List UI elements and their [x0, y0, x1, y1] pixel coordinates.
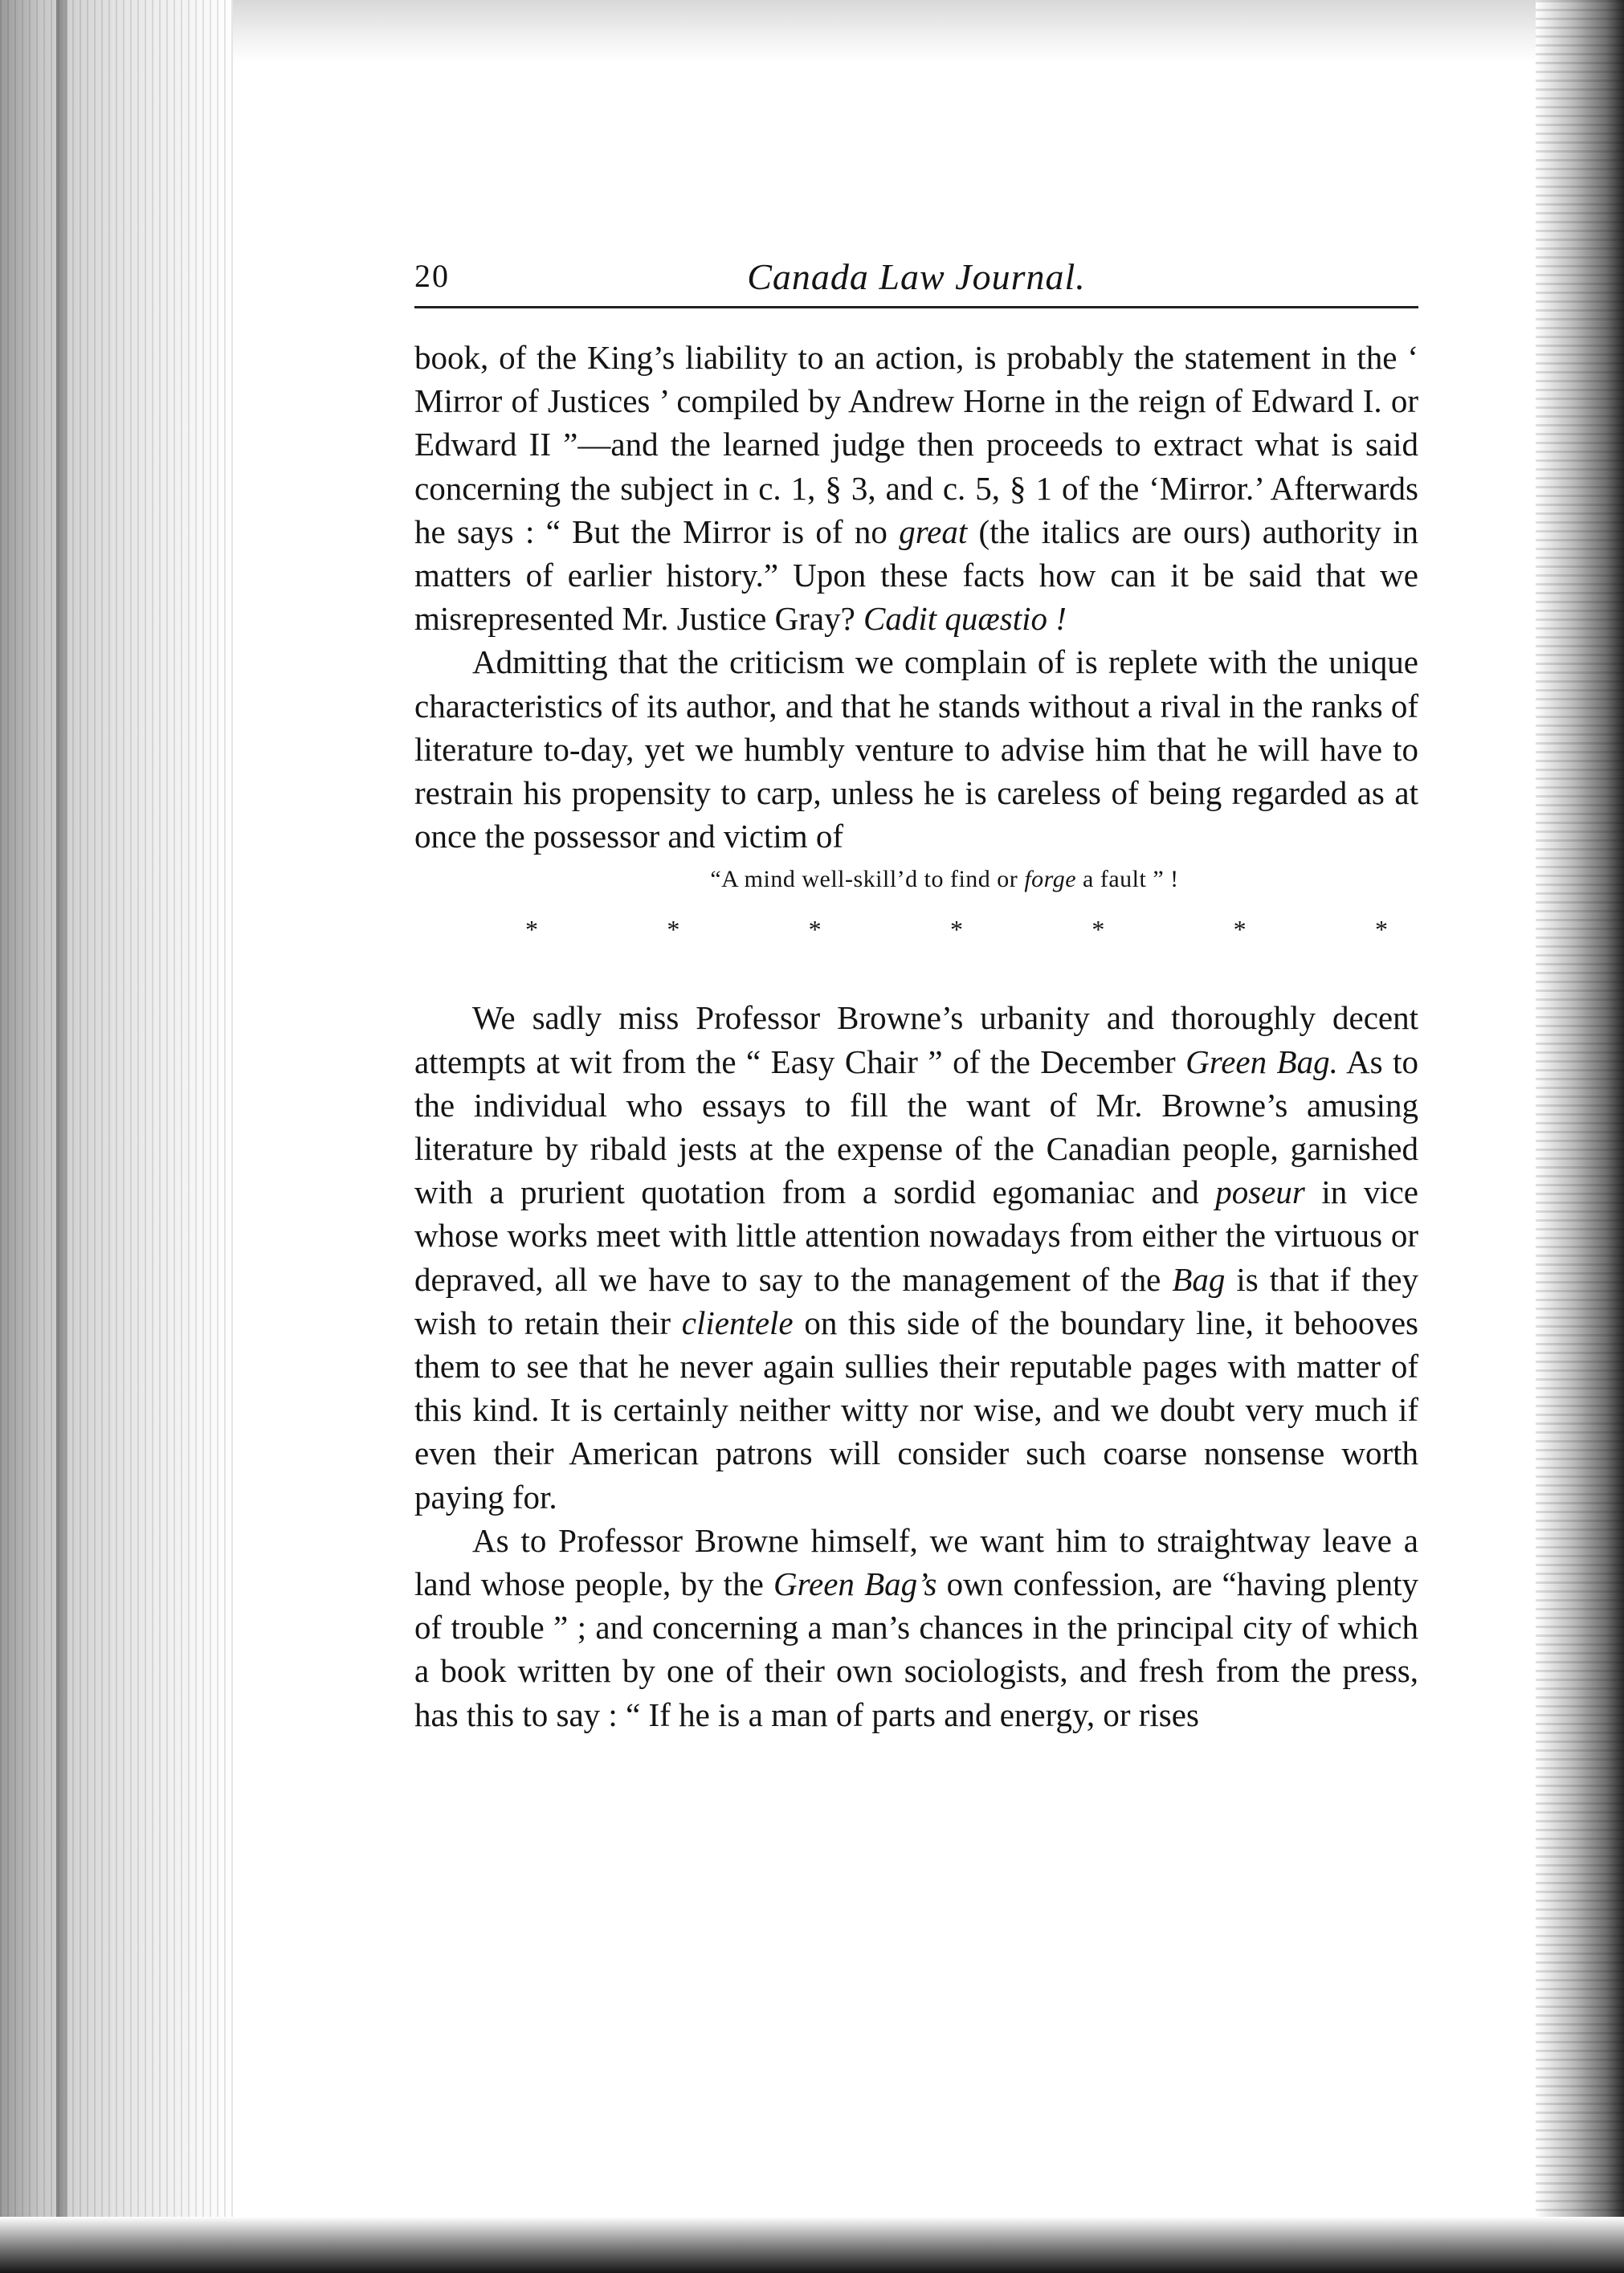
page-number: 20 [414, 258, 450, 294]
paragraph-text: (the italics are ours) authority in matters of earlier history.” Upon these facts how can it be said that we misrepresented Mr. Justice Gray? [414, 512, 1418, 638]
italic-word: great [899, 512, 968, 550]
scan-left-page-stack [0, 0, 233, 2273]
running-head [414, 255, 1418, 304]
latin-phrase: Cadit quæstio ! [863, 600, 1067, 638]
scan-spine-shadow [56, 0, 67, 2273]
paragraph-text: own confession, are “having plenty of trouble ” ; and concerning a man’s chances in the principal city of which a book written by one of their own sociologists, and fresh from the press, has this to say : “ If he is a man of parts and energy, or rises [414, 1565, 1418, 1733]
section-break-asterisks [414, 901, 1418, 957]
scan-top-edge [0, 0, 1624, 63]
quotation-text: a fault ” ! [1076, 866, 1179, 893]
asterisk: * [1374, 915, 1388, 945]
asterisk: * [808, 915, 822, 945]
paragraph-text: book, of the King’s liability to an action, is probably the statement in the ‘ Mirror of Justices ’ compiled by Andrew Horne in the reign of Edward I. or Edward II ”—and the learned judge then proceeds to extract what is said concerning the subject in c. 1, § 3, and c. 5, § 1 of the ‘Mirror.’ Afterwards he says : “ But the Mirror is of no [414, 339, 1418, 550]
paragraph-text: We sadly miss Professor Browne’s urbanity and thoroughly decent attempts at wit from the “ Easy Chair ” of the December [414, 999, 1418, 1080]
italic-word: Bag [1172, 1260, 1226, 1298]
italic-word: forge [1024, 866, 1077, 893]
scan-bottom-edge [0, 2217, 1624, 2273]
paragraph-continued [414, 336, 1418, 640]
italic-title: Green Bag. [1185, 1043, 1338, 1080]
journal-title: Canada Law Journal. [747, 256, 1086, 297]
italic-word: poseur [1215, 1173, 1305, 1211]
italic-title: Green Bag’s [773, 1565, 937, 1603]
paragraph-green-bag [414, 996, 1418, 1518]
verse-quotation [414, 858, 1418, 901]
quotation-text: “A mind well-skill’d to find or [710, 866, 1025, 893]
paragraph-text: As to the individual who essays to fill the want of Mr. Browne’s amusing literature by ribald jests at the expense of the Canadian people, garnished with a prurient quotation from a sordid egomaniac and [414, 1043, 1418, 1211]
asterisk: * [667, 915, 680, 945]
paragraph-text: in vice whose works meet with little attention nowadays from either the virtuous or depraved, all we have to say to the management of the [414, 1173, 1418, 1298]
asterisk: * [525, 915, 538, 945]
paragraph-text: is that if they wish to retain their [414, 1260, 1418, 1341]
asterisk: * [1092, 915, 1105, 945]
paragraph-text: As to Professor Browne himself, we want him to straightway leave a land whose people, by the [414, 1521, 1418, 1603]
paragraph-admitting: Admitting that the criticism we complain of is replete with the unique characteristics of its author, and that he stands without a rival in the ranks of literature to-day, yet we humbly venture to advise him that he will have to restrain his propensity to carp, unless he is careless of being regarded as at once the possessor and victim of [414, 643, 1418, 855]
page-body [414, 336, 1418, 1736]
italic-word: clientele [681, 1304, 794, 1341]
asterisk: * [949, 915, 963, 945]
paragraph-text: on this side of the boundary line, it behooves them to see that he never again sullies their reputable pages with matter of this kind. It is certainly neither witty nor wise, and we doubt very much if even their American patrons will consider such coarse nonsense worth paying for. [414, 1304, 1418, 1516]
asterisk: * [1233, 915, 1247, 945]
paragraph-professor-browne [414, 1519, 1418, 1736]
header-rule [414, 306, 1418, 308]
scan-right-page-edge [1536, 0, 1624, 2273]
